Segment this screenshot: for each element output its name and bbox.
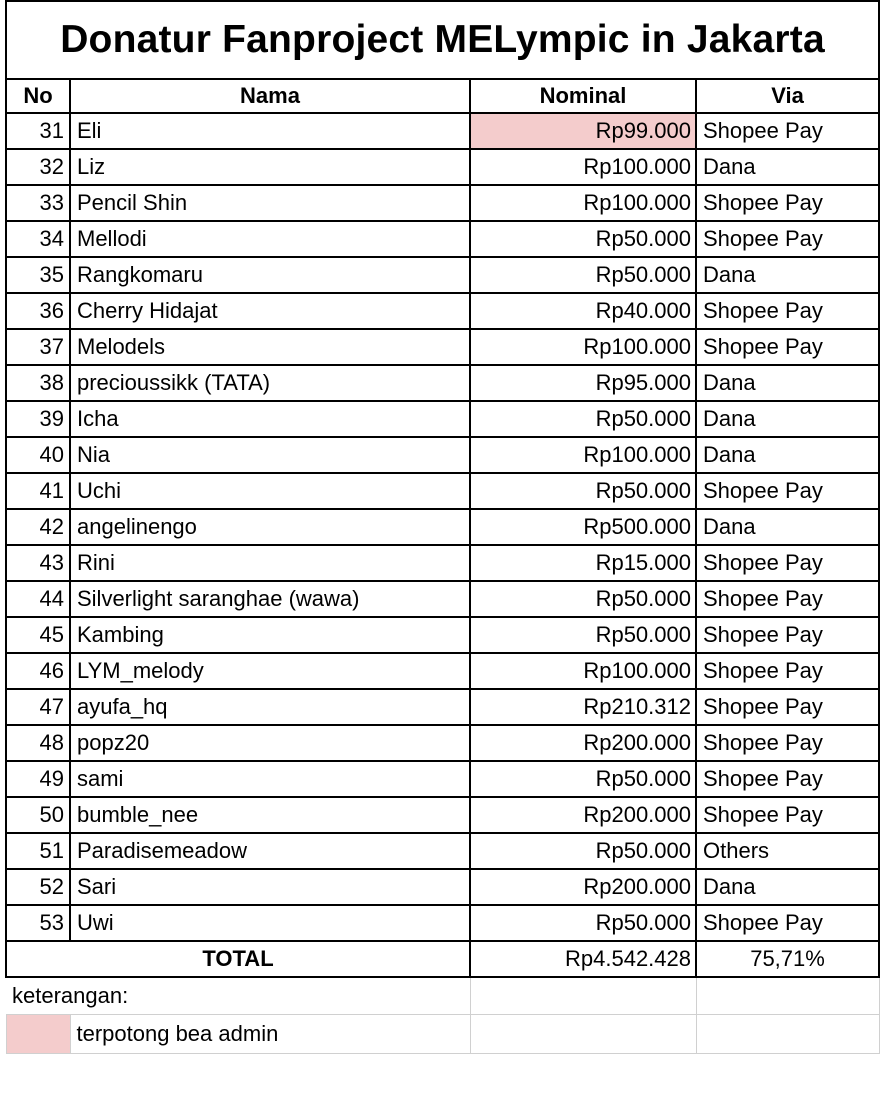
table-row [6,509,879,545]
cell-nama[interactable]: Eli [70,113,470,149]
empty-cell[interactable] [470,1015,696,1054]
cell-nama[interactable]: angelinengo [70,509,470,545]
cell-via[interactable]: Shopee Pay [696,293,879,329]
cell-no[interactable]: 48 [6,725,70,761]
cell-via[interactable]: Dana [696,437,879,473]
table-row [6,833,879,869]
table-row [6,689,879,725]
cell-nominal[interactable]: Rp50.000 [470,257,696,293]
cell-no[interactable]: 46 [6,653,70,689]
cell-nominal[interactable]: Rp100.000 [470,329,696,365]
cell-nama[interactable]: LYM_melody [70,653,470,689]
cell-via[interactable]: Dana [696,257,879,293]
cell-no[interactable]: 50 [6,797,70,833]
cell-nominal[interactable]: Rp200.000 [470,725,696,761]
table-row [6,221,879,257]
cell-nama[interactable]: Rangkomaru [70,257,470,293]
empty-cell[interactable] [470,977,696,1015]
donor-table [5,0,880,1054]
table-row [6,293,879,329]
cell-nominal[interactable]: Rp100.000 [470,653,696,689]
cell-no[interactable]: 47 [6,689,70,725]
cell-nominal[interactable]: Rp200.000 [470,797,696,833]
cell-nama[interactable]: precioussikk (TATA) [70,365,470,401]
cell-via[interactable]: Shopee Pay [696,473,879,509]
cell-nominal[interactable]: Rp500.000 [470,509,696,545]
cell-via[interactable]: Dana [696,401,879,437]
cell-nama[interactable]: Sari [70,869,470,905]
cell-nominal[interactable]: Rp50.000 [470,617,696,653]
cell-no[interactable]: 43 [6,545,70,581]
cell-no[interactable]: 31 [6,113,70,149]
cell-nominal[interactable]: Rp50.000 [470,401,696,437]
cell-nominal[interactable]: Rp40.000 [470,293,696,329]
cell-via[interactable]: Shopee Pay [696,761,879,797]
header-via: Via [696,79,879,113]
cell-nominal[interactable]: Rp99.000 [470,113,696,149]
table-row [6,257,879,293]
cell-nama[interactable]: Paradisemeadow [70,833,470,869]
cell-nama[interactable]: Kambing [70,617,470,653]
empty-cell[interactable] [696,977,879,1015]
cell-nominal[interactable]: Rp50.000 [470,905,696,941]
cell-nominal[interactable]: Rp100.000 [470,437,696,473]
cell-via[interactable]: Shopee Pay [696,581,879,617]
cell-no[interactable]: 32 [6,149,70,185]
total-percent[interactable]: 75,71% [696,941,879,977]
total-row [6,941,879,977]
table-row [6,113,879,149]
cell-no[interactable]: 51 [6,833,70,869]
cell-nama[interactable]: Silverlight saranghae (wawa) [70,581,470,617]
table-row [6,905,879,941]
table-row [6,869,879,905]
cell-nominal[interactable]: Rp50.000 [470,581,696,617]
cell-via[interactable]: Shopee Pay [696,185,879,221]
table-row [6,149,879,185]
total-nominal[interactable]: Rp4.542.428 [470,941,696,977]
cell-nominal[interactable]: Rp200.000 [470,869,696,905]
cell-no[interactable]: 38 [6,365,70,401]
cell-no[interactable]: 42 [6,509,70,545]
header-nama: Nama [70,79,470,113]
cell-nominal[interactable]: Rp50.000 [470,221,696,257]
cell-via[interactable]: Shopee Pay [696,545,879,581]
cell-no[interactable]: 36 [6,293,70,329]
title-row [6,1,879,79]
table-row [6,725,879,761]
notes-row [6,977,879,1015]
cell-nama[interactable]: sami [70,761,470,797]
cell-nominal[interactable]: Rp15.000 [470,545,696,581]
cell-nama[interactable]: Mellodi [70,221,470,257]
notes-label[interactable]: keterangan: [6,977,470,1015]
cell-no[interactable]: 35 [6,257,70,293]
cell-nama[interactable]: Icha [70,401,470,437]
cell-nominal[interactable]: Rp100.000 [470,149,696,185]
cell-nominal[interactable]: Rp95.000 [470,365,696,401]
cell-nama[interactable]: Melodels [70,329,470,365]
cell-via[interactable]: Dana [696,509,879,545]
cell-nama[interactable]: Uchi [70,473,470,509]
cell-via[interactable]: Dana [696,869,879,905]
header-row [6,79,879,113]
cell-no[interactable]: 37 [6,329,70,365]
cell-nominal[interactable]: Rp50.000 [470,833,696,869]
cell-nominal[interactable]: Rp50.000 [470,473,696,509]
cell-no[interactable]: 45 [6,617,70,653]
table-row [6,329,879,365]
table-row [6,617,879,653]
cell-via[interactable]: Dana [696,365,879,401]
empty-cell[interactable] [696,1015,879,1054]
cell-via[interactable]: Dana [696,149,879,185]
cell-via[interactable]: Shopee Pay [696,221,879,257]
cell-no[interactable]: 41 [6,473,70,509]
cell-no[interactable]: 39 [6,401,70,437]
cell-nama[interactable]: Cherry Hidajat [70,293,470,329]
cell-nama[interactable]: ayufa_hq [70,689,470,725]
cell-via[interactable]: Shopee Pay [696,329,879,365]
total-label: TOTAL [6,941,470,977]
header-nominal: Nominal [470,79,696,113]
cell-nama[interactable]: Pencil Shin [70,185,470,221]
cell-via[interactable]: Shopee Pay [696,113,879,149]
cell-no[interactable]: 52 [6,869,70,905]
cell-nominal[interactable]: Rp210.312 [470,689,696,725]
cell-nama[interactable]: Rini [70,545,470,581]
cell-via[interactable]: Shopee Pay [696,617,879,653]
header-no: No [6,79,70,113]
legend-row [6,1015,879,1054]
cell-nominal[interactable]: Rp100.000 [470,185,696,221]
table-row [6,581,879,617]
cell-nominal[interactable]: Rp50.000 [470,761,696,797]
cell-nama[interactable]: Nia [70,437,470,473]
cell-via[interactable]: Shopee Pay [696,905,879,941]
cell-no[interactable]: 53 [6,905,70,941]
cell-no[interactable]: 49 [6,761,70,797]
table-row [6,761,879,797]
cell-via[interactable]: Shopee Pay [696,725,879,761]
spreadsheet [5,0,878,1054]
cell-no[interactable]: 40 [6,437,70,473]
cell-via[interactable]: Shopee Pay [696,689,879,725]
cell-no[interactable]: 44 [6,581,70,617]
table-row [6,545,879,581]
legend-text[interactable]: terpotong bea admin [70,1015,470,1054]
sheet-title: Donatur Fanproject MELympic in Jakarta [6,1,879,79]
legend-swatch[interactable] [6,1015,70,1054]
cell-nama[interactable]: bumble_nee [70,797,470,833]
table-row [6,473,879,509]
table-row [6,401,879,437]
cell-nama[interactable]: popz20 [70,725,470,761]
table-row [6,365,879,401]
cell-via[interactable]: Shopee Pay [696,797,879,833]
cell-no[interactable]: 34 [6,221,70,257]
cell-nama[interactable]: Uwi [70,905,470,941]
table-row [6,185,879,221]
cell-via[interactable]: Shopee Pay [696,653,879,689]
cell-no[interactable]: 33 [6,185,70,221]
table-row [6,797,879,833]
table-row [6,653,879,689]
table-row [6,437,879,473]
cell-nama[interactable]: Liz [70,149,470,185]
cell-via[interactable]: Others [696,833,879,869]
